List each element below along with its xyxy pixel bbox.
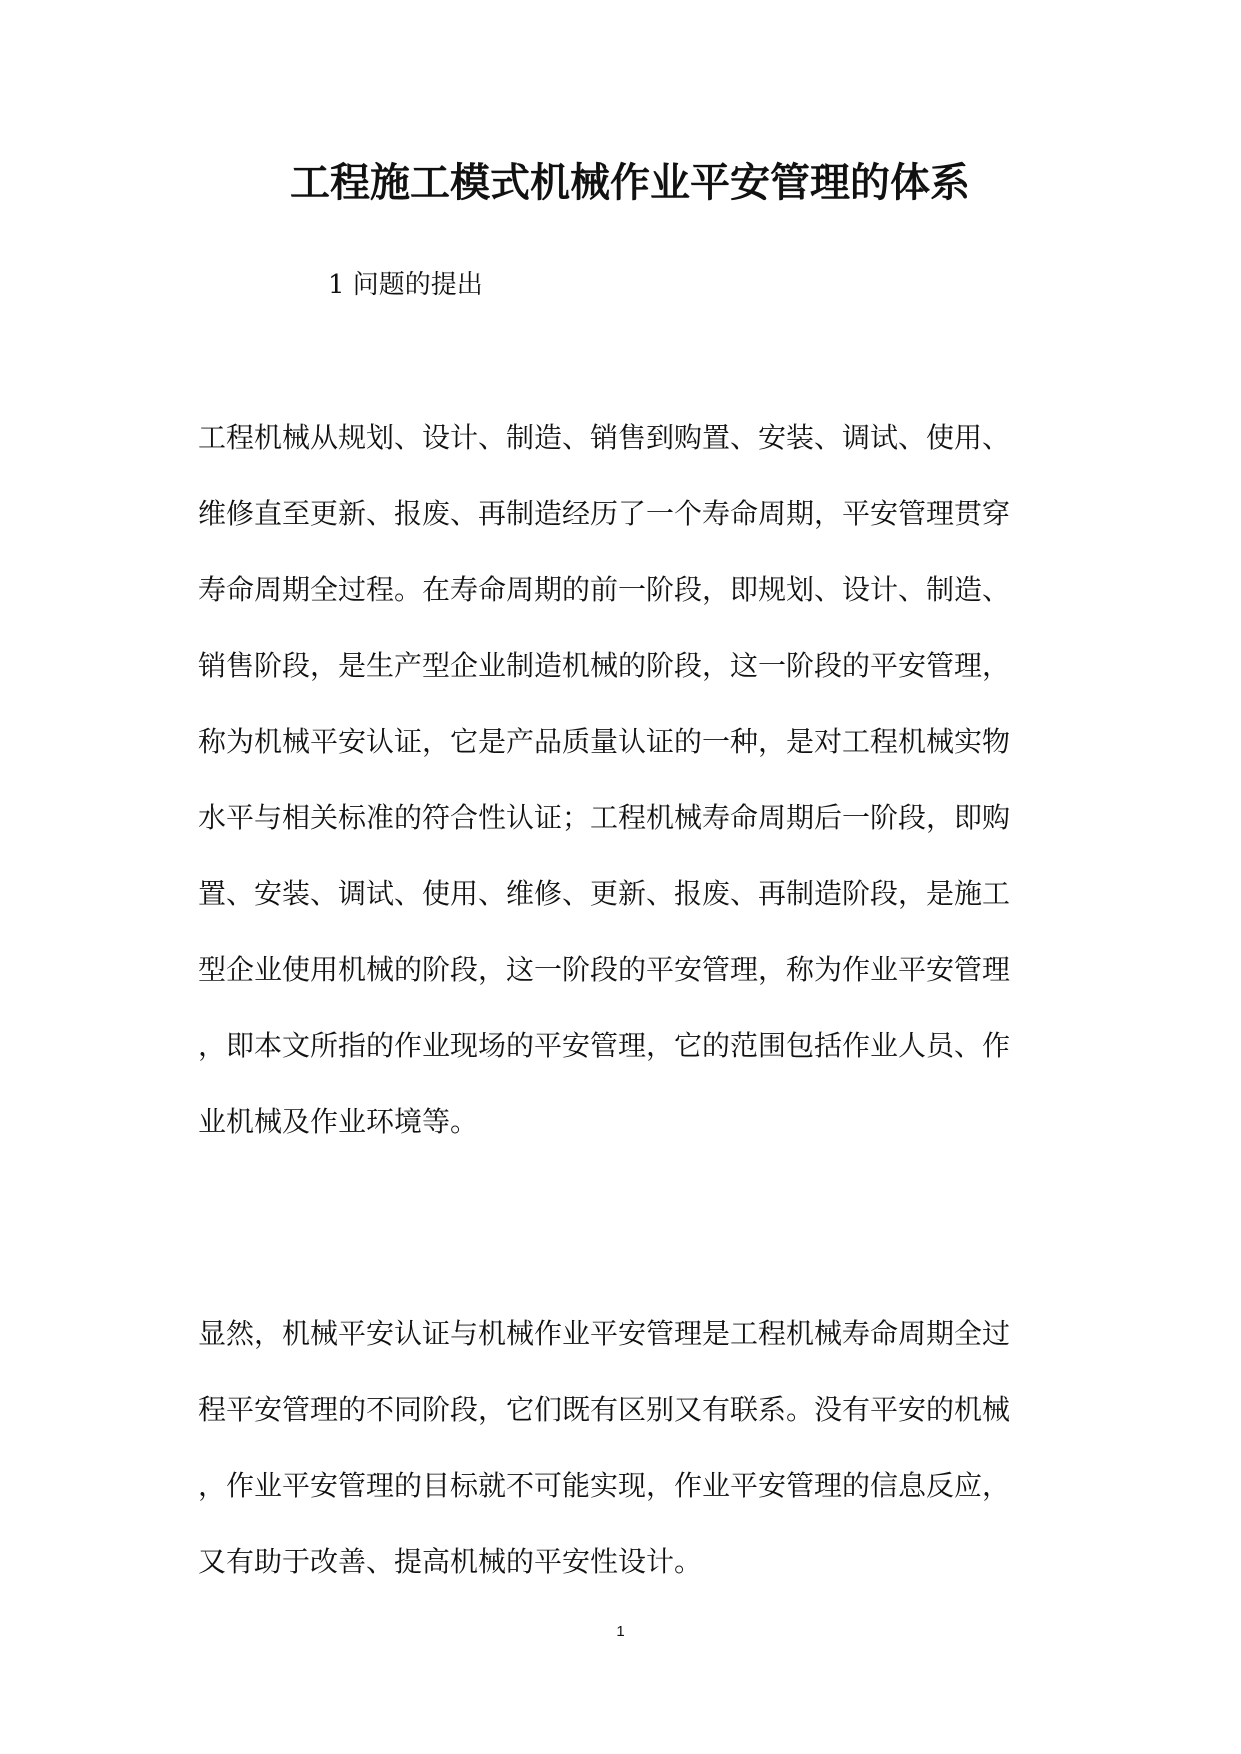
paragraph-line: 称为机械平安认证，它是产品质量认证的一种，是对工程机械实物	[198, 725, 1011, 758]
paragraph-line: ，即本文所指的作业现场的平安管理，它的范围包括作业人员、作	[198, 1029, 1011, 1062]
paragraph-line: 维修直至更新、报废、再制造经历了一个寿命周期，平安管理贯穿	[198, 497, 1011, 530]
document-title: 工程施工模式机械作业平安管理的体系	[290, 159, 970, 206]
paragraph-line: ，作业平安管理的目标就不可能实现，作业平安管理的信息反应，	[198, 1469, 1011, 1502]
paragraph-line: 工程机械从规划、设计、制造、销售到购置、安装、调试、使用、	[198, 421, 1011, 454]
section-heading: 1 问题的提出	[328, 270, 483, 300]
page-number: 1	[616, 1623, 625, 1640]
paragraph-line: 又有助于改善、提高机械的平安性设计。	[198, 1545, 703, 1578]
paragraph-line: 置、安装、调试、使用、维修、更新、报废、再制造阶段，是施工	[198, 877, 1011, 910]
paragraph-2	[198, 1296, 1048, 1600]
paragraph-1	[198, 400, 1048, 1160]
paragraph-line: 销售阶段，是生产型企业制造机械的阶段，这一阶段的平安管理，	[198, 649, 1011, 682]
paragraph-line: 型企业使用机械的阶段，这一阶段的平安管理，称为作业平安管理	[198, 953, 1011, 986]
paragraph-line: 寿命周期全过程。在寿命周期的前一阶段，即规划、设计、制造、	[198, 573, 1011, 606]
paragraph-line: 程平安管理的不同阶段，它们既有区别又有联系。没有平安的机械	[198, 1393, 1011, 1426]
paragraph-line: 显然，机械平安认证与机械作业平安管理是工程机械寿命周期全过	[198, 1317, 1011, 1350]
paragraph-line: 水平与相关标准的符合性认证；工程机械寿命周期后一阶段，即购	[198, 801, 1011, 834]
paragraph-line: 业机械及作业环境等。	[198, 1105, 479, 1138]
